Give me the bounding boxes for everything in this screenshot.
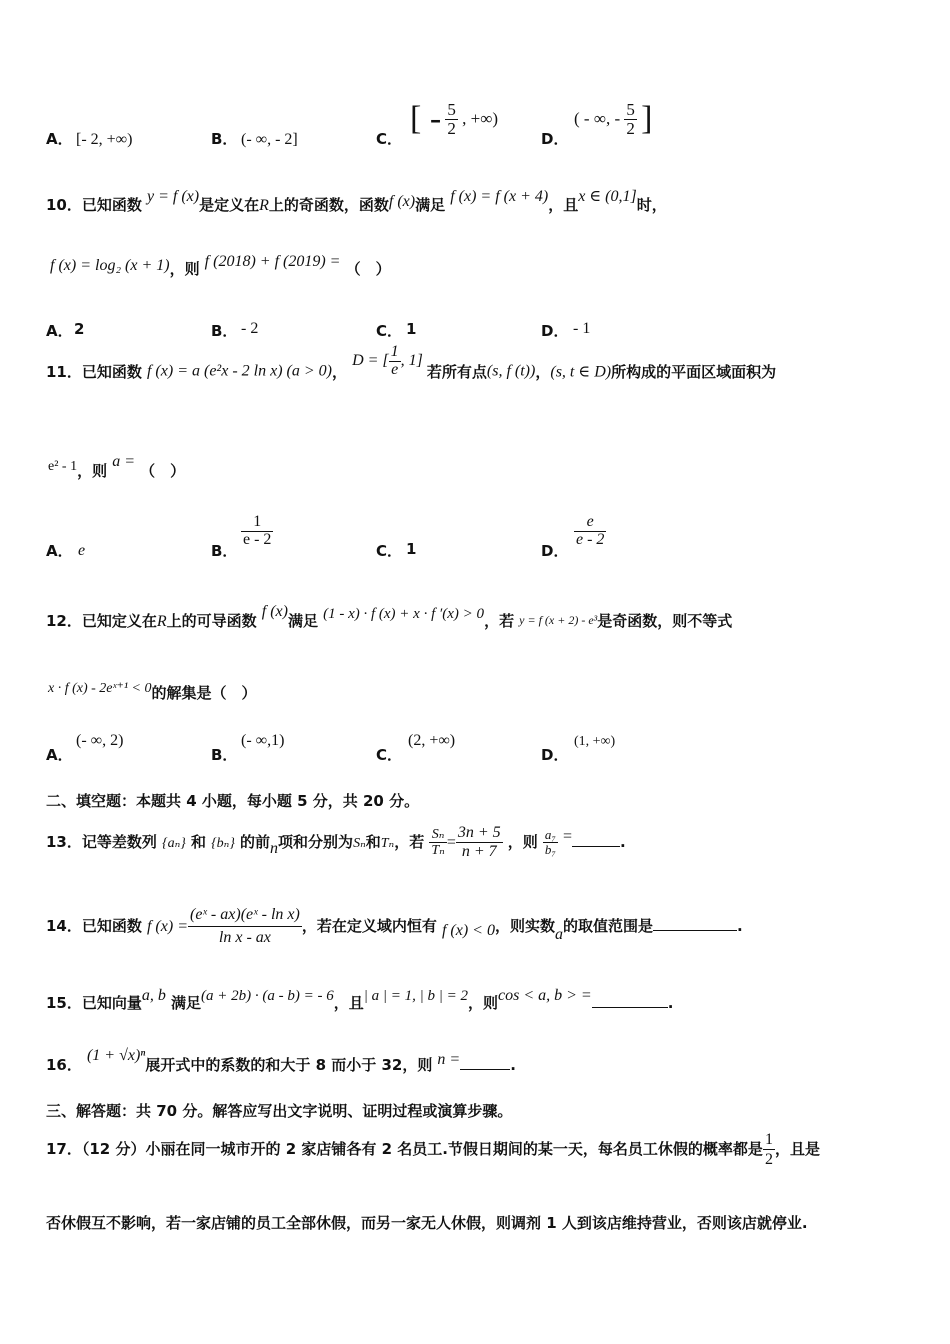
q12-line2 [48,676,257,702]
q13-math1: {aₙ} [161,836,186,851]
q16-math1: (1 + √x)ⁿ [86,1047,146,1064]
question-15 [46,984,906,1024]
q11-option-d-fraction [574,514,606,549]
q15-math1: a, b [141,987,166,1004]
q13-frac3-den: b₇ [544,842,556,857]
q10-math3: f (x) [388,193,416,210]
q10-option-b-value: - 2 [241,320,259,337]
q12-text2: 上的可导函数 [166,612,257,630]
q13-text3: 的前 [240,833,271,851]
q14-math3: a [554,926,563,943]
q10-option-c-value: 1 [406,320,417,338]
q12-text1: 已知定义在 [81,612,157,630]
q9-c-fraction [445,101,458,138]
q12-math1: R [156,613,167,630]
q15-text1: 已知向量 [81,994,142,1012]
q14-math2: f (x) < 0 [441,922,495,939]
q11-domain [352,343,427,378]
question-12 [46,598,906,764]
q13-math5: Tₙ [380,836,395,851]
q14-text4: 的取值范围是 [562,917,653,935]
q13-text1: 记等差数列 [81,833,157,851]
q11-comma2: ， [535,362,551,381]
q15-end: . [667,994,674,1012]
q11-math3: (s, f (t)) [486,362,536,380]
q11-option-a-label: A． [46,542,73,560]
q9-options-row [46,100,906,156]
q17-text1: （12 分）小丽在同一城市开的 2 家店铺各有 2 名员工.节假日期间的某一天，每名员工休假的概率都是 [81,1140,763,1158]
q13-frac-ratio [456,824,503,860]
section-3-heading: 三、解答题：共 70 分。解答应写出文字说明、证明过程或演算步骤。 [46,1102,513,1120]
q11-math4: (s, t ∈ D) [550,363,612,381]
q10-text4: 满足 [415,196,446,214]
q9-d-close-bracket: ] [641,100,653,137]
q15-number: 15． [46,994,82,1012]
q11-option-c-label: C． [376,542,403,560]
q9-option-b-value: (- ∞, - 2] [241,131,298,148]
q11-domain-pre: D = [ [352,351,389,369]
q12-math5: x · f (x) - 2eˣ⁺¹ < 0 [48,681,152,696]
question-17 [46,1124,906,1234]
q13-answer-blank[interactable] [572,832,620,847]
q13-eq: = [446,834,456,851]
q11-domain-den: e [391,360,399,378]
q12-option-b-label: B． [211,746,238,764]
q14-answer-blank[interactable] [653,916,737,931]
q11-option-b-label: B． [211,542,238,560]
q9-option-d-value [574,100,652,138]
q13-frac3-num: a₇ [544,826,556,842]
q9-option-a-value: [- 2, +∞) [76,131,133,148]
section-2-heading: 二、填空题：本题共 4 小题，每小题 5 分，共 20 分。 [46,792,420,810]
q9-option-a-label: A． [46,130,73,148]
q16-answer-blank[interactable] [460,1055,510,1070]
q13-eq2: = [562,828,572,845]
q11-options [46,514,906,564]
q15-text2: 满足 [170,994,201,1012]
q11-option-d-num: e [574,514,606,532]
q11-paren: （ ） [140,462,186,480]
q16-line [46,1047,516,1075]
q14-text2: ，若在定义域内恒有 [301,917,437,935]
q11-math1: f (x) = a (e²x - 2 ln x) (a > 0) [146,362,332,380]
q15-text4: ，则 [467,994,498,1012]
q15-line [46,987,674,1013]
q13-text2: 和 [190,833,206,851]
q10-number: 10． [46,196,82,214]
q10-option-b-label: B． [211,322,238,340]
q12-option-b-value: (- ∞,1) [241,732,285,749]
q11-line2 [48,453,186,480]
q11-text2: 若所有点 [426,362,487,381]
q9-option-c-label: C． [376,130,403,148]
q11-text1: 已知函数 [81,362,142,381]
q12-math2: f (x) [261,603,288,620]
q10-text7: ，则 [169,260,200,278]
q10-option-a-value: 2 [74,320,85,338]
q10-line1 [46,188,667,215]
q11-line1 [46,343,777,408]
q12-math4: y = f (x + 2) - e³ [519,613,598,627]
q9-d-den: 2 [626,118,635,138]
q12-text4: ，若 [484,612,515,630]
question-10 [46,186,906,346]
q11-comma: ， [331,362,347,381]
q12-options [46,730,906,764]
q10-math4: f (x) = f (x + 4) [450,188,549,205]
q10-line2 [50,253,391,279]
q14-num: (eˣ - ax)(eˣ - ln x) [188,904,302,927]
q13-frac2-num: 3n + 5 [457,824,501,842]
q14-fraction [188,904,302,948]
q13-math4: Sₙ [353,836,366,851]
q12-option-c-label: C． [376,746,403,764]
q16-math2: n = [437,1051,461,1068]
q14-den: ln x - ax [218,929,271,946]
q12-math3: (1 - x) · f (x) + x · f ′(x) > 0 [323,606,485,622]
q11-math6: a = [112,453,135,470]
q14-text3: ，则实数 [494,917,555,935]
q9-option-b-label: B． [211,130,238,148]
q12-text6: 的解集是（ ） [151,684,257,702]
q10-option-c-label: C． [376,322,403,340]
q12-option-a-value: (- ∞, 2) [76,732,124,749]
q9-c-close: , +∞) [462,109,499,128]
q12-option-d-value: (1, +∞) [574,734,616,749]
q11-math5: e² - 1 [48,459,78,474]
q15-math3: | a | = 1, | b | = 2 [363,988,468,1004]
q11-option-c-value: 1 [406,540,417,558]
q10-math5: x ∈ (0,1] [578,188,637,205]
q15-answer-blank[interactable] [592,993,668,1008]
question-11 [46,343,906,564]
q11-option-d-den: e - 2 [576,530,605,548]
q15-text3: ，且 [333,994,364,1012]
q12-option-a-label: A． [46,746,73,764]
q16-end: . [510,1056,516,1074]
q14-math-pre: f (x) = [146,918,188,935]
q14-text1: 已知函数 [81,917,142,935]
q10-math2: R [259,197,269,214]
q11-domain-frac [389,344,401,379]
q13-math2: {bₙ} [211,836,235,851]
q16-text1: 展开式中的系数的和大于 8 而小于 32，则 [145,1056,433,1074]
q17-number: 17． [46,1140,82,1158]
q10-math6: f (x) = log₂ (x + 1) [50,257,170,274]
q11-domain-num: 1 [390,343,399,360]
q13-text6: ，若 [394,833,425,851]
q12-option-c-value: (2, +∞) [408,732,456,749]
q17-text2: ，且是 [774,1140,820,1158]
q13-line [46,814,626,870]
q17-frac-num: 1 [763,1130,775,1150]
q13-frac1-num: Sₙ [429,827,446,843]
q17-fraction [763,1130,775,1169]
q12-number: 12． [46,612,82,630]
q13-end: . [620,833,626,851]
q11-number: 11． [46,362,82,381]
q13-number: 13． [46,833,82,851]
q9-d-num: 5 [626,99,635,119]
q10-text2: 是定义在 [199,196,260,214]
q13-frac-s-t [429,827,446,859]
q11-option-b-num: 1 [241,514,273,532]
q15-math4: cos < a, b > = [498,987,592,1004]
q11-option-d-label: D． [541,542,569,560]
q13-frac-a-b [543,828,558,858]
question-16 [46,1040,906,1080]
q12-text3: 满足 [287,612,318,630]
q13-math3: n [270,840,279,857]
q14-line [46,896,743,956]
question-14 [46,896,906,956]
q12-text5: 是奇函数，则不等式 [597,612,733,630]
q9-c-open-bracket: [ - [410,100,442,137]
q11-text4: ，则 [77,462,108,480]
q10-option-a-label: A． [46,322,73,340]
q11-option-b-den: e - 2 [243,530,272,548]
q14-number: 14． [46,917,82,935]
q9-option-d-label: D． [541,130,569,148]
q10-math1: y = f (x) [146,188,200,205]
q10-text1: 已知函数 [81,196,142,214]
q17-line2: 否休假互不影响，若一家店铺的员工全部休假，而另一家无人休假，则调剂 1 人到该店维持营业，否则该店就停业. [46,1214,808,1232]
q11-domain-post: , 1] [400,351,423,369]
q10-text3: 上的奇函数，函数 [268,196,389,214]
q13-text4: 项和分别为 [278,833,354,851]
q10-text6: 时， [636,196,667,214]
q16-number: 16． [46,1056,82,1074]
q10-option-d-label: D． [541,322,569,340]
q9-option-c-value [410,100,498,138]
q10-text5: ，且 [548,196,579,214]
q11-text3: 所构成的平面区域面积为 [611,362,777,381]
q11-option-a-value: e [78,542,86,559]
question-13 [46,814,906,870]
q10-math7: f (2018) + f (2019) = [204,253,341,270]
q17-line1 [46,1124,820,1174]
q13-text5: 和 [365,833,381,851]
q15-math2: (a + 2b) · (a - b) = - 6 [201,988,334,1004]
q11-option-b-fraction [241,514,273,549]
q9-d-open: ( - ∞, - [574,109,621,128]
q13-frac2-den: n + 7 [461,843,497,860]
q9-c-den: 2 [447,118,456,138]
q9-c-num: 5 [447,99,456,119]
q17-frac-den: 2 [764,1151,773,1168]
q13-text7: ，则 [507,833,538,851]
q12-line1 [46,603,733,631]
q10-paren: （ ） [345,260,391,278]
q12-option-d-label: D． [541,746,569,764]
q13-frac1-den: Tₙ [431,843,445,858]
q10-option-d-value: - 1 [573,320,591,337]
q9-d-fraction [624,101,637,138]
q14-end: . [736,917,743,935]
